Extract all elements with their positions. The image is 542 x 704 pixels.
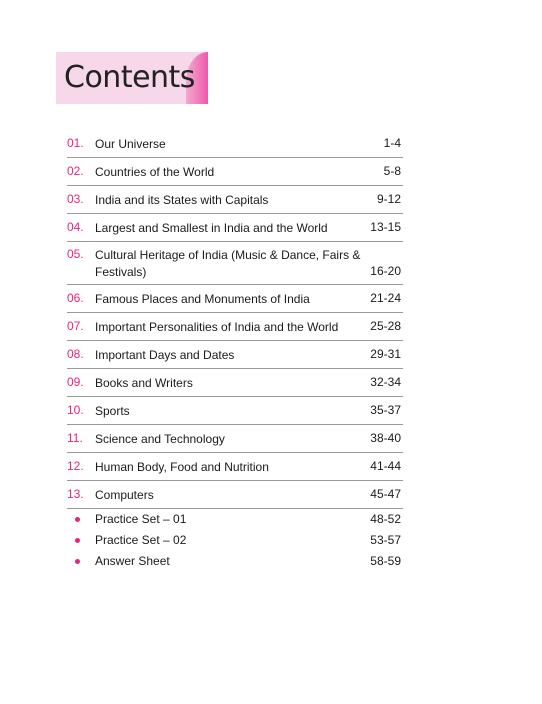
chapter-title[interactable]: Important Days and Dates <box>95 348 235 362</box>
chapter-number: 02. <box>67 164 84 178</box>
table-of-contents <box>67 130 403 509</box>
chapter-title[interactable]: Famous Places and Monuments of India <box>95 292 310 306</box>
chapter-number: 03. <box>67 192 84 206</box>
page-range: 29-31 <box>370 347 401 361</box>
extra-row[interactable] <box>67 533 403 551</box>
chapter-title[interactable]: Largest and Smallest in India and the World <box>95 221 328 235</box>
chapter-title[interactable]: Books and Writers <box>95 376 193 390</box>
chapter-number: 01. <box>67 136 84 150</box>
chapter-number: 09. <box>67 375 84 389</box>
toc-row[interactable] <box>67 481 403 509</box>
toc-row[interactable] <box>67 369 403 397</box>
page-range: 21-24 <box>370 291 401 305</box>
toc-row[interactable] <box>67 397 403 425</box>
chapter-number: 13. <box>67 487 84 501</box>
page-range: 35-37 <box>370 403 401 417</box>
chapter-number: 10. <box>67 403 84 417</box>
extra-title[interactable]: Practice Set – 02 <box>95 533 187 547</box>
page-title: Contents <box>64 60 195 95</box>
bullet-icon <box>75 538 80 543</box>
chapter-title[interactable]: Countries of the World <box>95 165 215 179</box>
page-range: 45-47 <box>370 487 401 501</box>
chapter-title[interactable]: Human Body, Food and Nutrition <box>95 460 269 474</box>
page-range: 9-12 <box>376 192 401 206</box>
toc-row[interactable] <box>67 214 403 242</box>
toc-row[interactable] <box>67 186 403 214</box>
page-range: 1-4 <box>383 136 401 150</box>
page-range: 48-52 <box>370 512 401 526</box>
chapter-title[interactable]: Our Universe <box>95 137 166 151</box>
extra-row[interactable] <box>67 554 403 572</box>
page-range: 32-34 <box>370 375 401 389</box>
chapter-title[interactable]: Important Personalities of India and the World <box>95 320 339 334</box>
chapter-number: 05. <box>67 247 84 261</box>
chapter-number: 12. <box>67 459 84 473</box>
chapter-title[interactable]: Computers <box>95 488 154 502</box>
chapter-title[interactable]: Sports <box>95 404 130 418</box>
toc-row[interactable] <box>67 453 403 481</box>
page-range: 53-57 <box>370 533 401 547</box>
toc-row[interactable] <box>67 425 403 453</box>
chapter-title[interactable]: Science and Technology <box>95 432 225 446</box>
toc-row[interactable] <box>67 313 403 341</box>
page-range: 41-44 <box>370 459 401 473</box>
page-range: 13-15 <box>370 220 401 234</box>
toc-row[interactable] <box>67 285 403 313</box>
page-range: 5-8 <box>383 164 401 178</box>
toc-row[interactable] <box>67 158 403 186</box>
extra-title[interactable]: Practice Set – 01 <box>95 512 187 526</box>
page-range: 25-28 <box>370 319 401 333</box>
chapter-number: 11. <box>67 431 83 445</box>
toc-row[interactable] <box>67 341 403 369</box>
page-range: 38-40 <box>370 431 401 445</box>
bullet-icon <box>75 559 80 564</box>
toc-row[interactable] <box>67 130 403 158</box>
contents-heading-box <box>56 52 208 104</box>
chapter-title[interactable]: Cultural Heritage of India (Music & Dance, Fairs & Festivals) <box>95 248 361 279</box>
chapter-title[interactable]: India and its States with Capitals <box>95 193 269 207</box>
bullet-icon <box>75 517 80 522</box>
page-range: 58-59 <box>370 554 401 568</box>
chapter-number: 07. <box>67 319 84 333</box>
page-range: 16-20 <box>370 264 401 278</box>
extra-title[interactable]: Answer Sheet <box>95 554 170 568</box>
extra-row[interactable] <box>67 512 403 530</box>
chapter-number: 08. <box>67 347 84 361</box>
toc-row[interactable] <box>67 242 403 285</box>
chapter-number: 04. <box>67 220 84 234</box>
chapter-number: 06. <box>67 291 84 305</box>
